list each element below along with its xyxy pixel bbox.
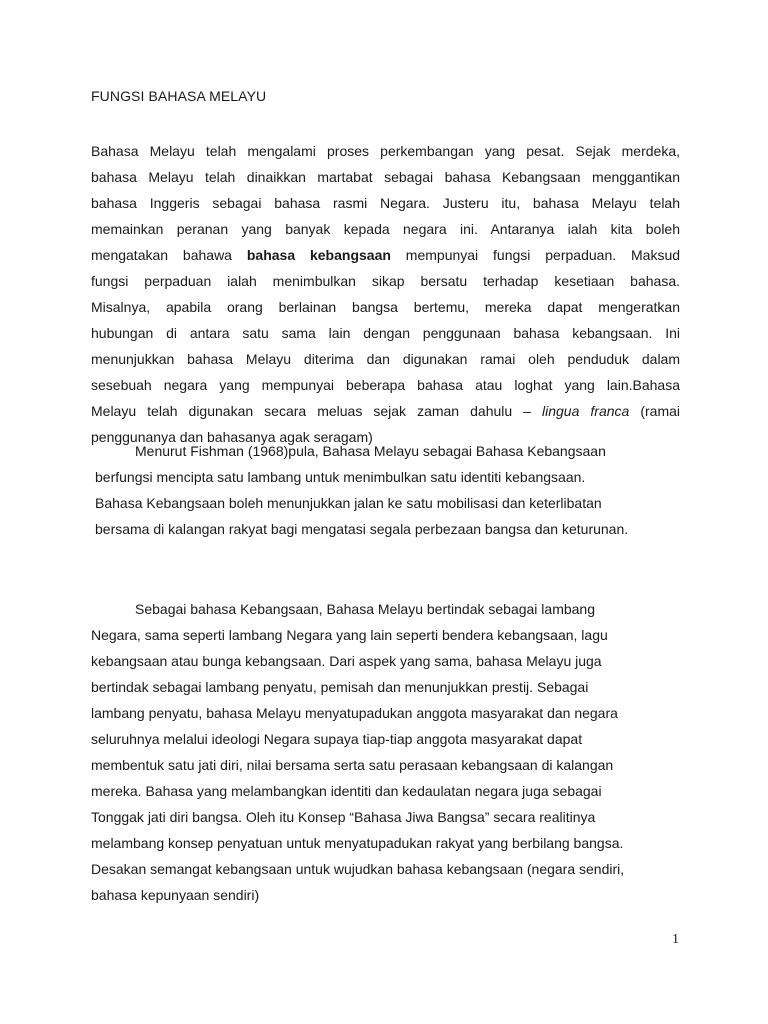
paragraph-line: berfungsi mencipta satu lambang untuk menimbulkan satu identiti kebangsaan.: [95, 469, 586, 485]
paragraph-line: seluruhnya melalui ideologi Negara supaya tiap-tiap anggota masyarakat dapat: [91, 731, 583, 747]
paragraph-line: lambang penyatu, bahasa Melayu menyatupadukan anggota masyarakat dan negara: [91, 705, 618, 721]
text-run: mempunyai fungsi perpaduan. Maksud: [390, 247, 680, 263]
page-number: 1: [672, 932, 679, 947]
paragraph-line: Misalnya, apabila orang berlainan bangsa bertemu, mereka dapat mengeratkan: [91, 299, 680, 315]
paragraph-line: bahasa kepunyaan sendiri): [91, 887, 260, 903]
paragraph-line: Desakan semangat kebangsaan untuk wujudkan bahasa kebangsaan (negara sendiri,: [91, 861, 625, 877]
bold-term: bahasa kebangsaan: [246, 247, 391, 263]
paragraph-line: bersama di kalangan rakyat bagi mengatasi segala perbezaan bangsa dan keturunan.: [95, 521, 629, 537]
paragraph-line: hubungan di antara satu sama lain dengan penggunaan bahasa kebangsaan. Ini: [91, 325, 680, 341]
paragraph-line: bahasa Melayu telah dinaikkan martabat sebagai bahasa Kebangsaan menggantikan: [91, 169, 680, 185]
paragraph-line: menunjukkan bahasa Melayu diterima dan digunakan ramai oleh penduduk dalam: [91, 351, 680, 367]
paragraph-line: mereka. Bahasa yang melambangkan identiti dan kedaulatan negara juga sebagai: [91, 783, 602, 799]
paragraph-line: membentuk satu jati diri, nilai bersama serta satu perasaan kebangsaan di kalangan: [91, 757, 614, 773]
paragraph-intro: [91, 138, 680, 450]
text-run: mengatakan bahawa: [91, 247, 247, 263]
document-title: FUNGSI BAHASA MELAYU: [91, 88, 267, 104]
paragraph-line: Negara, sama seperti lambang Negara yang lain seperti bendera kebangsaan, lagu: [91, 627, 608, 643]
paragraph-line: fungsi perpaduan ialah menimbulkan sikap bersatu terhadap kesetiaan bahasa.: [91, 273, 680, 289]
paragraph-fishman: [91, 438, 651, 542]
paragraph-line: memainkan peranan yang banyak kepada negara ini. Antaranya ialah kita boleh: [91, 221, 680, 237]
paragraph-line: Bahasa Kebangsaan boleh menunjukkan jalan ke satu mobilisasi dan keterlibatan: [95, 495, 602, 511]
paragraph-line: [91, 242, 680, 268]
paragraph-line: penggunanya dan bahasanya agak seragam): [91, 429, 373, 445]
paragraph-national-symbol: [91, 596, 680, 908]
paragraph-line: [91, 398, 680, 424]
text-run: Melayu telah digunakan secara meluas sejak zaman dahulu –: [91, 403, 542, 419]
italic-term: lingua franca: [542, 403, 630, 419]
paragraph-line: Menurut Fishman (1968)pula, Bahasa Melayu sebagai Bahasa Kebangsaan: [135, 443, 606, 459]
text-run: (ramai: [629, 403, 680, 419]
paragraph-line: bahasa Inggeris sebagai bahasa rasmi Negara. Justeru itu, bahasa Melayu telah: [91, 195, 680, 211]
paragraph-line: kebangsaan atau bunga kebangsaan. Dari aspek yang sama, bahasa Melayu juga: [91, 653, 602, 669]
paragraph-line: bertindak sebagai lambang penyatu, pemisah dan menunjukkan prestij. Sebagai: [91, 679, 589, 695]
paragraph-line: melambang konsep penyatuan untuk menyatupadukan rakyat yang berbilang bangsa.: [91, 835, 624, 851]
paragraph-line: Sebagai bahasa Kebangsaan, Bahasa Melayu bertindak sebagai lambang: [135, 601, 596, 617]
paragraph-line: sesebuah negara yang mempunyai beberapa bahasa atau loghat yang lain.Bahasa: [91, 377, 680, 393]
paragraph-line: Tonggak jati diri bangsa. Oleh itu Konsep “Bahasa Jiwa Bangsa” secara realitinya: [91, 809, 596, 825]
paragraph-line: Bahasa Melayu telah mengalami proses perkembangan yang pesat. Sejak merdeka,: [91, 143, 680, 159]
